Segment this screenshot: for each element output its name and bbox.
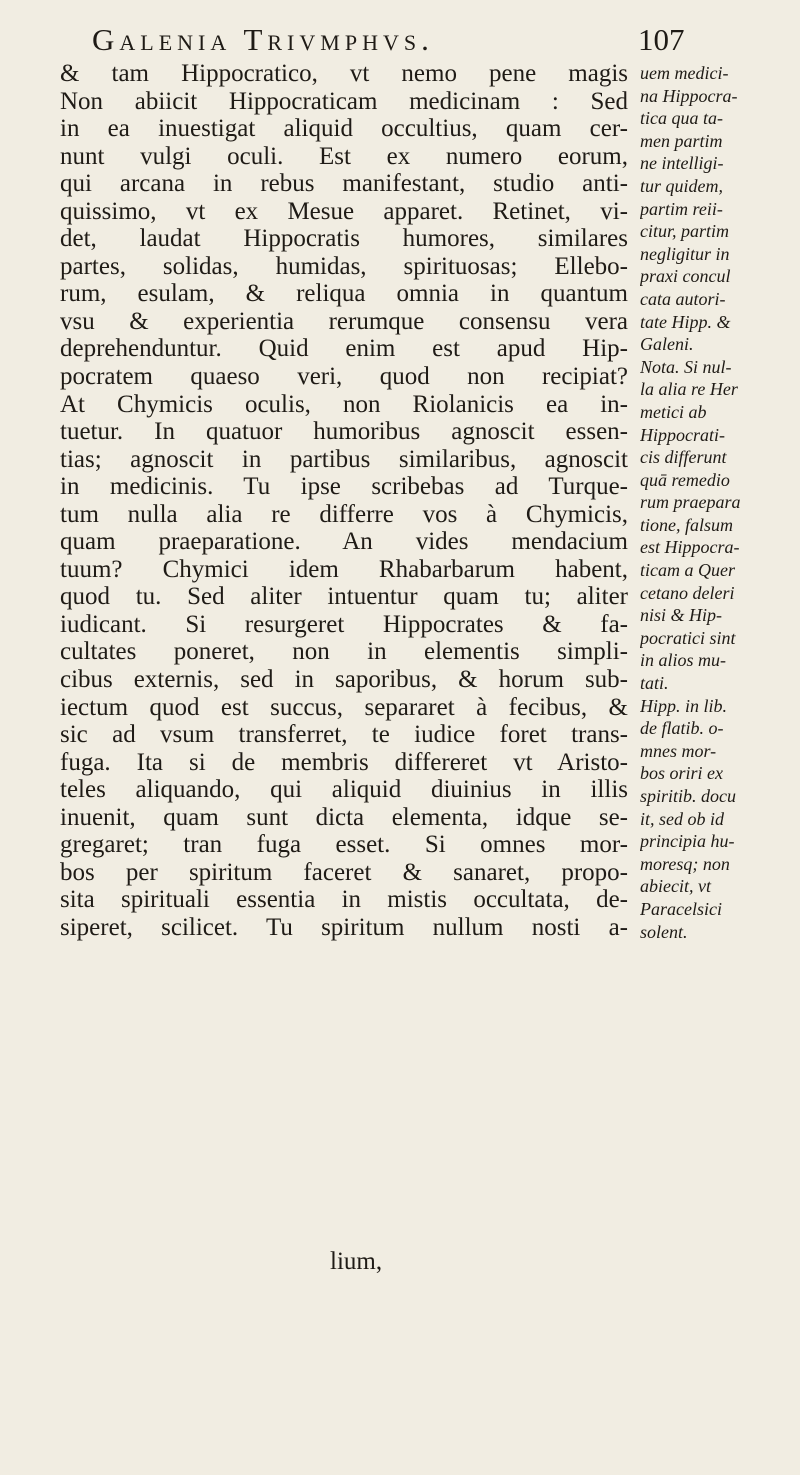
text-line: det, laudat Hippocratis humores, similares	[60, 225, 628, 253]
margin-note-line: la alia re Her	[640, 379, 738, 400]
margin-note-line: tione, falsum	[640, 514, 733, 535]
text-line: tum nulla alia re differre vos à Chymicis,	[60, 500, 628, 528]
margin-note-line: cis differunt	[640, 447, 727, 468]
text-line: quissimo, vt ex Mesue apparet. Retinet, vi-	[60, 197, 628, 225]
text-line: At Chymicis oculis, non Riolanicis ea in-	[60, 390, 628, 418]
text-line: bos per spiritum faceret & sanaret, propo-	[60, 858, 628, 886]
margin-note-line: Nota. Si nul-	[640, 356, 732, 377]
margin-note-line: negligitur in	[640, 243, 730, 264]
margin-note-line: pocratici sint	[640, 627, 736, 648]
main-text-column	[60, 60, 628, 942]
margin-note-line: uem medici-	[640, 63, 729, 83]
text-line: fuga. Ita si de membris differeret vt Aristo-	[60, 748, 628, 776]
margin-note-line: na Hippocra-	[640, 85, 738, 106]
margin-note-line: in alios mu-	[640, 650, 727, 671]
text-line: vsu & experientia rerumque consensu vera	[60, 307, 628, 335]
margin-notes-column	[640, 62, 800, 943]
margin-note-line: it, sed ob id	[640, 808, 724, 829]
text-line: in medicinis. Tu ipse scribebas ad Turque-	[60, 473, 628, 501]
margin-note-line: citur, partim	[640, 221, 730, 242]
text-line: siperet, scilicet. Tu spiritum nullum nosti a-	[60, 913, 628, 941]
text-line: tuetur. In quatuor humoribus agnoscit essen-	[60, 418, 628, 446]
margin-note-line: bos oriri ex	[640, 763, 723, 784]
margin-note-line: de flatib. o-	[640, 718, 724, 739]
text-line: inuenit, quam sunt dicta elementa, idque se-	[60, 803, 628, 831]
margin-note-line: moresq; non	[640, 853, 730, 874]
text-line: quam praeparatione. An vides mendacium	[60, 528, 628, 556]
text-line: cibus externis, sed in saporibus, & horum sub-	[60, 666, 628, 694]
margin-note-line: tati.	[640, 673, 669, 694]
text-line: qui arcana in rebus manifestant, studio anti-	[60, 170, 628, 198]
text-line: in ea inuestigat aliquid occultius, quam cer-	[60, 115, 628, 143]
margin-note-line: tate Hipp. &	[640, 311, 731, 332]
margin-note-line: praxi concul	[640, 266, 731, 287]
text-line: tias; agnoscit in partibus similaribus, agnoscit	[60, 445, 628, 473]
margin-note-line: Paracelsici	[640, 898, 722, 919]
text-line: Non abiicit Hippocraticam medicinam : Sed	[60, 87, 628, 115]
text-line: iectum quod est succus, separaret à fecibus, &	[60, 693, 628, 721]
page-number: 107	[638, 22, 685, 57]
margin-note-line: cata autori-	[640, 288, 726, 309]
margin-note-line: ne intelligi-	[640, 153, 724, 174]
text-line: rum, esulam, & reliqua omnia in quantum	[60, 280, 628, 308]
margin-note-line: nisi & Hip-	[640, 605, 723, 626]
text-line: sic ad vsum transferret, te iudice foret trans-	[60, 721, 628, 749]
catchword: lium,	[330, 1248, 383, 1275]
margin-note-line: cetano deleri	[640, 582, 735, 603]
margin-note-line: rum praepara	[640, 492, 741, 513]
margin-note-line: abiecit, vt	[640, 876, 711, 897]
margin-note-line: Galeni.	[640, 334, 694, 355]
text-line: pocratem quaeso veri, quod non recipiat?	[60, 363, 628, 391]
text-line: iudicant. Si resurgeret Hippocrates & fa-	[60, 610, 628, 638]
margin-note-line: tur quidem,	[640, 175, 723, 196]
text-line: cultates poneret, non in elementis simpli-	[60, 638, 628, 666]
text-line: sita spirituali essentia in mistis occultata, de-	[60, 886, 628, 914]
margin-note-line: mnes mor-	[640, 740, 717, 761]
text-line: tuum? Chymici idem Rhabarbarum habent,	[60, 555, 628, 583]
text-line: quod tu. Sed aliter intuentur quam tu; aliter	[60, 583, 628, 611]
margin-note-line: quā remedio	[640, 469, 730, 490]
margin-note-line: solent.	[640, 921, 688, 942]
margin-note-line: Hippocrati-	[640, 424, 725, 445]
margin-note-line: metici ab	[640, 401, 707, 422]
margin-note-line: partim reii-	[640, 198, 723, 219]
text-line: deprehenduntur. Quid enim est apud Hip-	[60, 335, 628, 363]
margin-note-line: Hipp. in lib.	[640, 695, 728, 716]
text-line: & tam Hippocratico, vt nemo pene magis	[60, 60, 628, 87]
text-line: teles aliquando, qui aliquid diuinius in illis	[60, 776, 628, 804]
margin-note-line: men partim	[640, 130, 723, 151]
margin-note-line: ticam a Quer	[640, 560, 735, 581]
text-line: partes, solidas, humidas, spirituosas; Ellebo-	[60, 252, 628, 280]
margin-note-line: spiritib. docu	[640, 786, 737, 806]
margin-note-line: principia hu-	[640, 831, 735, 852]
margin-note-line: tica qua ta-	[640, 108, 723, 129]
margin-note-line: est Hippocra-	[640, 537, 740, 558]
text-line: gregaret; tran fuga esset. Si omnes mor-	[60, 831, 628, 859]
running-title: Galenia Trivmphvs.	[92, 22, 434, 57]
text-line: nunt vulgi oculi. Est ex numero eorum,	[60, 142, 628, 170]
